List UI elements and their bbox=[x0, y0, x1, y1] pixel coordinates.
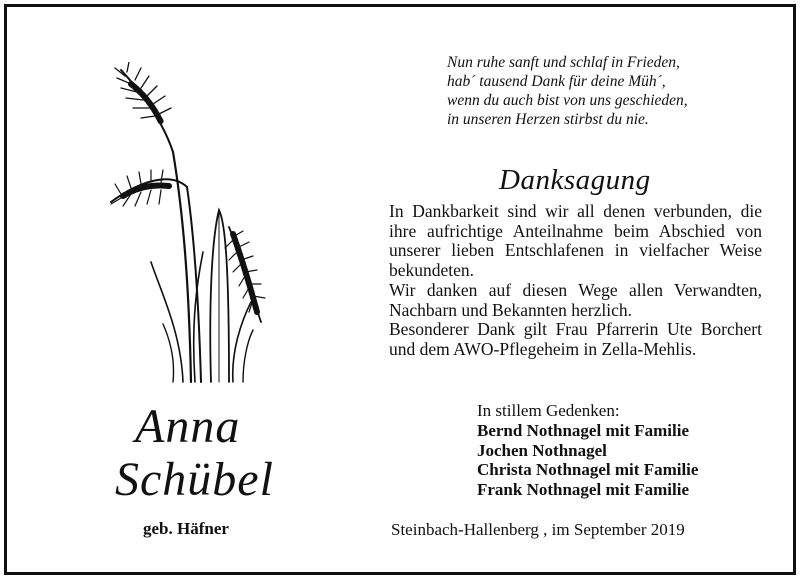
poem-line: Nun ruhe sanft und schlaf in Frieden, bbox=[447, 54, 680, 71]
signer: Frank Nothnagel mit Familie bbox=[477, 479, 690, 499]
poem bbox=[447, 53, 767, 129]
notice-frame bbox=[4, 4, 796, 575]
wheat-ears-icon bbox=[91, 62, 291, 392]
poem-line: in unseren Herzen stirbst du nie. bbox=[447, 111, 649, 128]
poem-line: wenn du auch bist von uns geschieden, bbox=[447, 92, 688, 109]
signer: Bernd Nothnagel mit Familie bbox=[477, 421, 690, 440]
body-paragraph: Besonderer Dank gilt Frau Pfarrerin Ute Borchert und dem AWO-Pflegeheim in Zella-Mehlis. bbox=[389, 319, 762, 359]
thank-you-text bbox=[389, 202, 762, 360]
notice-heading: Danksagung bbox=[499, 164, 651, 196]
body-paragraph: In Dankbarkeit sind wir all denen verbunden, die ihre aufrichtige Anteilnahme beim Abschied von unserer lieben Entschlafenen in vielfacher Weise bekundeten. bbox=[389, 201, 762, 281]
deceased-last-name: Schübel bbox=[115, 453, 274, 506]
deceased-birth-name: geb. Häfner bbox=[143, 519, 229, 538]
place-and-date: Steinbach-Hallenberg , im September 2019 bbox=[391, 520, 685, 539]
signer: Jochen Nothnagel bbox=[477, 440, 607, 460]
body-paragraph: Wir danken auf diesen Wege allen Verwandten, Nachbarn und Bekannten herzlich. bbox=[389, 279, 762, 320]
signers-list bbox=[477, 421, 698, 499]
deceased-first-name: Anna bbox=[135, 400, 241, 453]
signer: Christa Nothnagel mit Familie bbox=[477, 460, 699, 479]
poem-line: hab´ tausend Dank für deine Müh´, bbox=[447, 73, 666, 90]
closing-line: In stillem Gedenken: bbox=[477, 401, 620, 420]
